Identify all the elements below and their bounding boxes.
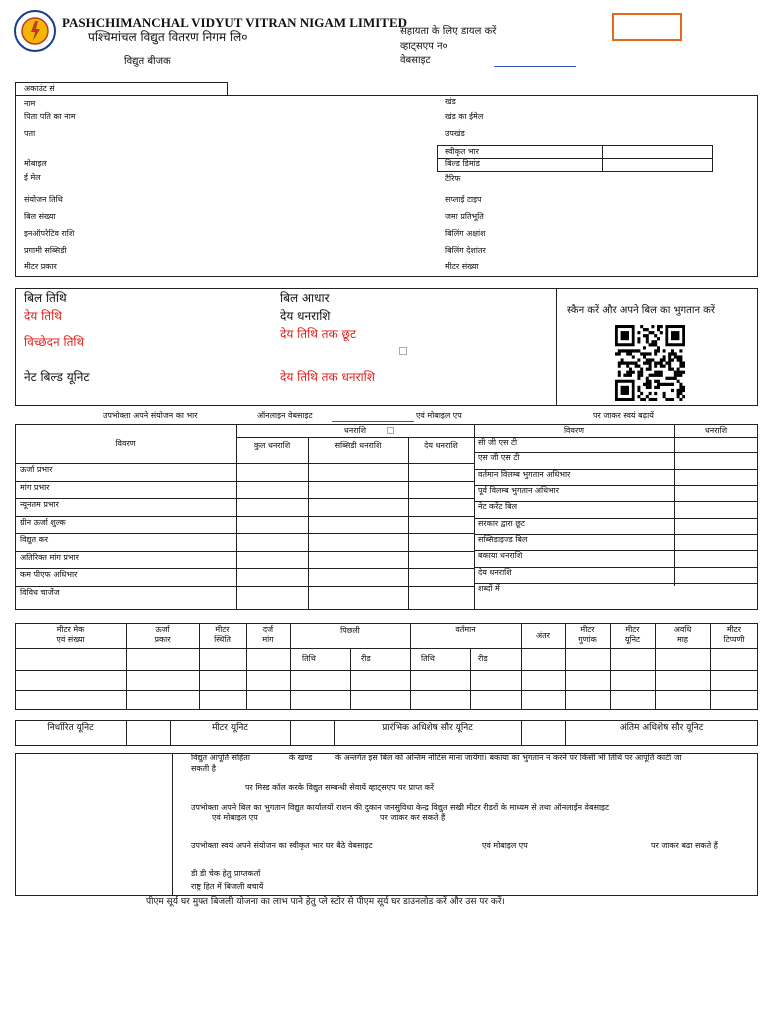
website-label: वेबसाइट: [400, 55, 431, 66]
company-logo: [14, 10, 56, 52]
current-date-header: तिथि: [421, 654, 435, 663]
closing-solar-unit-label: अंतिम अधिशेष सौर यूनिट: [619, 723, 704, 733]
previous-reading-header: रीड: [361, 654, 371, 663]
meter-unit-header-2: यूनिट: [624, 635, 641, 644]
orange-box: [612, 13, 682, 41]
checkbox-icon: [399, 347, 407, 355]
recorded-demand-header-2: मांग: [262, 635, 274, 644]
previous-header: पिछली: [340, 626, 360, 635]
load-line-part1: उपभोक्ता अपने संयोजन का भार: [103, 411, 198, 420]
note-load-mobile-app: एवं मोबाइल एप: [482, 841, 528, 850]
meter-status-header-2: स्थिति: [214, 635, 231, 644]
charges-amount-header: धनराशि: [343, 426, 367, 435]
net-billed-unit-label: नेट बिल्ड यूनिट: [24, 370, 90, 384]
charge-row-label: अतिरिक्त मांग प्रभार: [20, 552, 79, 562]
amount-by-due-date-label: देय तिथि तक धनराशि: [280, 370, 375, 384]
meter-make-header: मीटर मेक: [56, 625, 85, 634]
bill-basis-label: बिल आधार: [280, 291, 330, 305]
address-label: पता: [24, 129, 36, 138]
period-months-header-2: माह: [676, 635, 689, 644]
right-details-header: विवरण: [563, 426, 585, 435]
note-dd-cheque: डी डी चेक हेतु प्राप्तकर्ता: [191, 869, 261, 878]
note-final-notice: के अन्तर्गत इस बिल को अन्तिम नोटिस माना जायेगा। बकाया का भुगतान न करने पर किसी भी तिथि पर आपूर्ति काटी जा: [335, 753, 682, 762]
note-mobile-app: एवं मोबाइल एप: [212, 813, 258, 822]
notes-box: [15, 753, 758, 896]
meter-make-header-2: एवं संख्या: [56, 635, 85, 644]
disconnection-date-label: विच्छेदन तिथि: [24, 335, 85, 349]
progressive-subsidy-label: प्रगामी सब्सिडी: [24, 246, 67, 255]
whatsapp-label: व्हाट्सएप न०: [400, 41, 448, 52]
charge-row-label: मांग प्रभार: [20, 482, 50, 492]
note-missed-call: पर मिस्ड कॉल करके विद्युत सम्बन्धी सेवायें व्हाट्सएप पर प्राप्त करें: [245, 783, 435, 792]
account-no-label: अकाउंट सं: [24, 84, 55, 93]
recorded-demand-header: दर्ज: [262, 625, 274, 634]
energy-type-header: ऊर्जा: [155, 625, 170, 634]
assessed-unit-label: निर्धारित यूनिट: [47, 723, 94, 733]
right-charge-label: देय धनराशि: [478, 567, 512, 577]
period-months-header: अवधि: [673, 625, 692, 634]
right-charge-label: एस जी एस टी: [478, 452, 520, 462]
charge-row-label: विविध चार्जेज: [20, 587, 60, 597]
meter-no-label: मीटर संख्या: [445, 262, 479, 271]
meter-remark-header-2: टिप्पणी: [723, 635, 745, 644]
total-amount-header: कुल धनराशि: [253, 441, 291, 450]
subdivision-label: उपखंड: [445, 129, 465, 138]
right-charge-label: सरकार द्वारा छूट: [478, 518, 525, 528]
account-details-box: [15, 95, 758, 277]
note-can-pay: पर जाकर कर सकते हैं: [380, 813, 446, 822]
right-charge-label: सब्सिडाइज्ड बिल: [478, 535, 528, 545]
scan-and-pay-label: स्कैन करें और अपने बिल का भुगतान करें: [567, 305, 715, 316]
right-charge-label: वर्तमान विलम्ब भुगतान अधिभार: [478, 469, 571, 479]
energy-type-header-2: प्रकार: [154, 635, 171, 644]
note-load-can-increase: पर जाकर बढा सकते हैं: [651, 841, 718, 850]
sanctioned-load-label: स्वीकृत भार: [445, 147, 479, 156]
tariff-label: टैरिफ: [445, 174, 461, 183]
document-title: विद्युत बीजक: [124, 56, 171, 67]
due-amount-label: देय धनराशि: [280, 309, 331, 323]
meter-type-label: मीटर प्रकार: [24, 262, 57, 271]
load-line-part4: पर जाकर स्वयं बढ़ायें: [593, 411, 654, 420]
multiplying-factor-header: मीटर: [580, 625, 595, 634]
charge-row-label: ऊर्जा प्रभार: [20, 465, 53, 474]
charge-row-label: न्यूनतम प्रभार: [20, 500, 59, 509]
difference-header: अंतर: [536, 631, 550, 640]
supply-type-label: सप्लाई टाइप: [445, 195, 482, 204]
load-line-part3: एवं मोबाइल एप: [416, 411, 462, 420]
meter-status-header: मीटर: [215, 625, 230, 634]
division-email-label: खंड का ईमेल: [445, 112, 484, 121]
billed-demand-label: बिल्ड डिमांड: [445, 159, 480, 168]
checkbox-icon: [387, 427, 394, 434]
right-charge-label: बकाया धनराशि: [478, 551, 523, 561]
email-label: ई मेल: [24, 173, 41, 182]
qr-code-icon[interactable]: [615, 325, 685, 401]
multiplying-factor-header-2: गुणांक: [578, 635, 597, 644]
due-date-label: देय तिथि: [24, 309, 62, 323]
name-label: नाम: [24, 99, 36, 108]
father-husband-label: पिता पति का नाम: [24, 112, 76, 121]
rebate-by-due-date-label: देय तिथि तक छूट: [280, 327, 357, 341]
note-final-notice-2: सकती है: [191, 764, 216, 773]
charge-row-label: विद्युत कर: [20, 535, 49, 544]
subsidy-amount-header: सब्सिडी धनराशि: [334, 441, 382, 450]
meter-remark-header: मीटर: [726, 625, 742, 634]
company-name-hindi: पश्चिमांचल विद्युत वितरण निगम लि०: [88, 30, 248, 44]
opening-solar-unit-label: प्रारंभिक अधिशेष सौर यूनिट: [382, 723, 473, 733]
right-charge-label: सी जी एस टी: [478, 438, 518, 447]
security-deposit-label: जमा प्रतिभूति: [445, 212, 484, 221]
pm-surya-ghar-footer: पीएम सूर्य घर मुफ्त बिजली योजना का लाभ पाने हेतु प्ले स्टोर से पीएम सूर्य घर डाउनलोड करें और उस पर करें।: [146, 897, 505, 907]
meter-unit-header: मीटर: [625, 625, 640, 634]
mobile-label: मोबाइल: [24, 159, 47, 168]
right-amount-header: धनराशि: [704, 426, 728, 435]
division-label: खंड: [445, 97, 456, 106]
inoperative-amount-label: इनऑपरेटिव राशि: [24, 229, 75, 238]
note-save-electricity: राष्ट्र हित में बिजली बचायें: [191, 882, 264, 891]
billing-latitude-label: बिलिंग अक्षांश: [445, 229, 486, 238]
billing-longitude-label: बिलिंग देशांतर: [445, 246, 486, 255]
helpline-label: सहायता के लिए डायल करें: [400, 26, 497, 37]
website-link[interactable]: [494, 66, 576, 67]
note-clause: के खण्ड: [289, 753, 313, 762]
note-load-increase: उपभोक्ता स्वयं अपने संयोजन का स्वीकृत भार घर बैठे वेबसाइट: [191, 841, 373, 850]
bill-date-label: बिल तिथि: [24, 291, 67, 305]
current-reading-header: रीड: [478, 654, 488, 663]
right-charge-label: पूर्व विलम्ब भुगतान अधिभार: [478, 486, 560, 496]
charges-details-header: विवरण: [115, 439, 136, 448]
payable-amount-header: देय धनराशि: [424, 441, 458, 450]
charge-row-label: कम पीएफ अधिभार: [20, 570, 78, 579]
charge-row-label: ग्रीन ऊर्जा शुल्क: [20, 517, 66, 527]
meter-unit-label: मीटर यूनिट: [212, 723, 248, 733]
previous-date-header: तिथि: [302, 654, 316, 663]
bill-no-label: बिल संख्या: [24, 212, 56, 221]
load-line-part2: ऑनलाइन वेबसाइट: [257, 411, 313, 420]
right-charge-label: नेट करेंट बिल: [478, 502, 518, 512]
connection-date-label: संयोजन तिथि: [24, 195, 63, 204]
company-name-english: PASHCHIMANCHAL VIDYUT VITRAN NIGAM LIMITED: [62, 15, 408, 30]
note-supply-code: विद्युत आपूर्ति संहिता: [191, 753, 250, 762]
current-header: वर्तमान: [455, 625, 476, 634]
note-payment-modes: उपभोक्ता अपने बिल का भुगतान विद्युत कार्यालयों राशन की दुकान जनसुविधा केन्द्र विद्युत सखी मीटर रीडरों के माध्यम से तथा ऑनलाईन वेबसाइट: [191, 803, 610, 812]
right-charge-label: शब्दों में: [478, 584, 500, 594]
load-website-link[interactable]: [332, 421, 414, 422]
